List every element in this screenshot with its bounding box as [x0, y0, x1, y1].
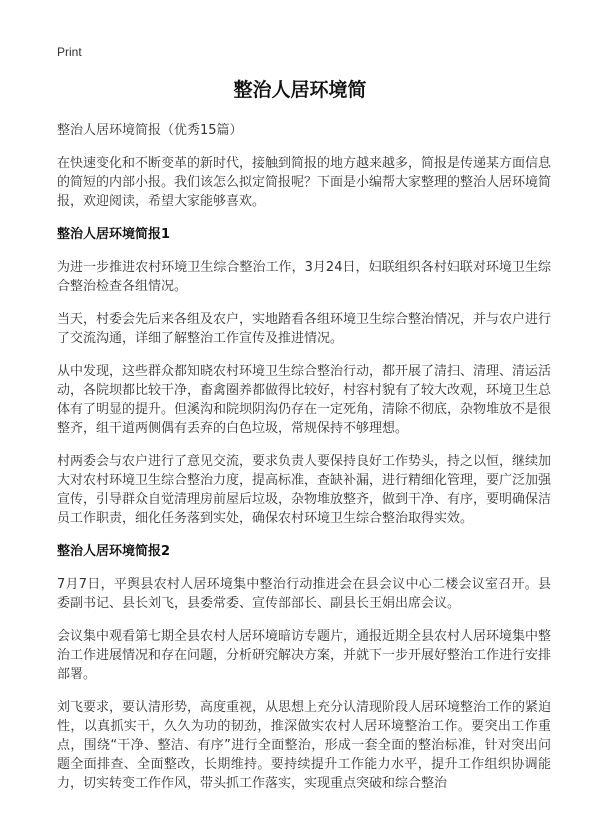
- section-1-paragraph-2: 当天，村委会先后来各组及农户，实地踏看各组环境卫生综合整治情况，并与农户进行了交流沟通，详细了解整治工作宣传及推进情况。: [57, 312, 552, 346]
- section-2-paragraph-2: 会议集中观看第七期全县农村人居环境暗访专题片，通报近期全县农村人居环境集中整治工作进展情况和存在问题，分析研究解决方案，并就下一步开展好整治工作进行安排部署。: [57, 629, 552, 682]
- section-heading-2: 整治人居环境简报2: [57, 544, 171, 559]
- section-1-paragraph-4: 村两委会与农户进行了意见交流，要求负责人要保持良好工作势头，持之以恒，继续加大对农村环境卫生综合整治力度，提高标准，查缺补漏，进行精细化管理，要广泛加强宣传，引导群众自觉清理房前屋后垃圾，杂物堆放整齐，做到干净、有序，要明确保洁员工作职责，细化任务落到实处，确保农村环境卫生综合整治取得实效。: [57, 454, 552, 526]
- print-link[interactable]: Print: [57, 45, 82, 59]
- section-2-paragraph-3: 刘飞要求，要认清形势，高度重视，从思想上充分认清现阶段人居环境整治工作的紧迫性，以真抓实干，久久为功的韧劲，推深做实农村人居环境整治工作。要突出工作重点，围绕“干净、整洁、有序”进行全面整治，形成一套全面的整治标准，针对突出问题全面排查、全面整改，长期维持。要持续提升工作能力水平，提升工作组织协调能力，切实转变工作作风，带头抓工作落实，实现重点突破和综合整治: [57, 700, 552, 791]
- document-body: [57, 121, 551, 807]
- document-subtitle: 整治人居环境简报（优秀15篇）: [57, 123, 243, 138]
- intro-paragraph: 在快速变化和不断变革的新时代，接触到简报的地方越来越多，简报是传递某方面信息的简短的内部小报。我们该怎么拟定简报呢？下面是小编帮大家整理的整治人居环境简报，欢迎阅读，希望大家能够喜欢。: [57, 156, 552, 209]
- page-title: 整治人居环境简: [233, 79, 367, 101]
- section-2-paragraph-1: 7月7日，平舆县农村人居环境集中整治行动推进会在县会议中心二楼会议室召开。县委副书记、县长刘飞，县委常委、宣传部部长、副县长王娟出席会议。: [57, 577, 551, 611]
- section-1-paragraph-3: 从中发现，这些群众都知晓农村环境卫生综合整治行动，都开展了清扫、清理、清运活动，各院坝都比较干净，畜禽圈养都做得比较好，村容村貌有了较大改观，环境卫生总体有了明显的提升。但溪沟和院坝阴沟仍存在一定死角，清除不彻底，杂物堆放不是很整齐，组干道两侧偶有丢弃的白色垃圾，常规保持不够理想。: [57, 364, 552, 436]
- section-heading-1: 整治人居环境简报1: [57, 227, 171, 242]
- section-1-paragraph-1: 为进一步推进农村环境卫生综合整治工作，3月24日，妇联组织各村妇联对环境卫生综合整治检查各组情况。: [57, 260, 551, 294]
